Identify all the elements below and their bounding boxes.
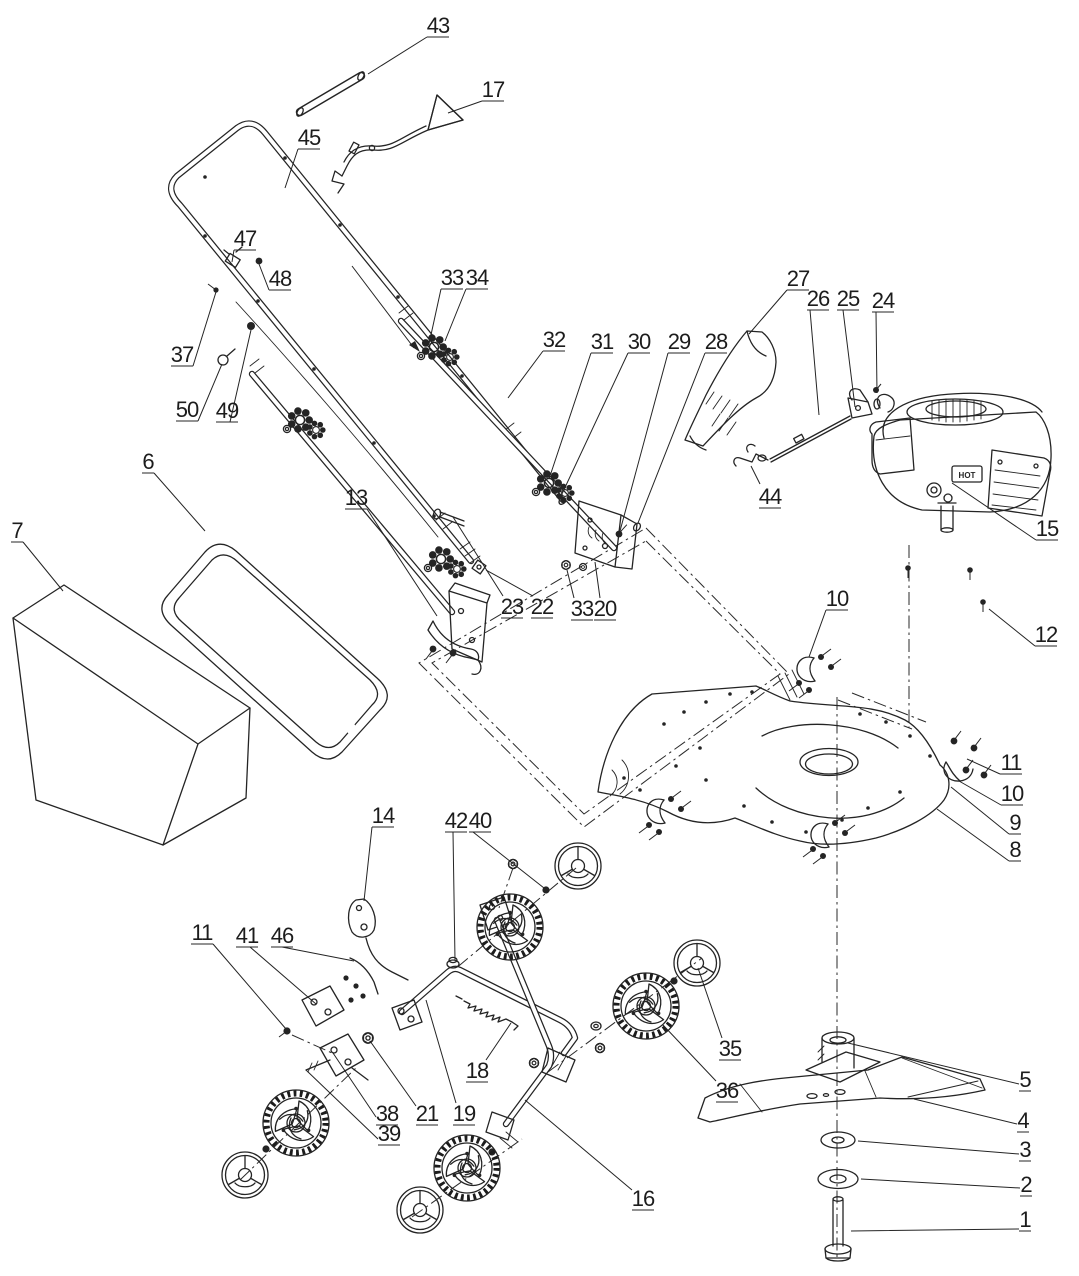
callout-4 <box>914 1099 1029 1133</box>
svg-text:27: 27 <box>786 266 810 291</box>
svg-text:11: 11 <box>1000 750 1022 775</box>
svg-text:50: 50 <box>175 397 199 422</box>
upper-handle <box>171 124 568 563</box>
svg-text:23: 23 <box>500 594 524 619</box>
wheel-front-left <box>263 1090 329 1156</box>
callout-35 <box>698 968 742 1061</box>
svg-text:25: 25 <box>836 286 860 311</box>
svg-text:22: 22 <box>530 594 554 619</box>
svg-text:43: 43 <box>426 13 450 38</box>
callout-1 <box>851 1207 1031 1232</box>
callout-17 <box>448 77 505 113</box>
callout-28 <box>638 329 728 523</box>
svg-text:35: 35 <box>718 1036 742 1061</box>
svg-text:21: 21 <box>415 1101 439 1126</box>
callout-43 <box>368 13 450 74</box>
callout-3 <box>858 1137 1031 1162</box>
svg-text:26: 26 <box>806 286 830 311</box>
brake-cable <box>332 95 463 193</box>
deck-clamp-hardware-right <box>944 731 995 781</box>
svg-text:45: 45 <box>297 125 321 150</box>
bag-frame <box>162 544 387 759</box>
callout-46 <box>271 923 354 961</box>
svg-text:44: 44 <box>758 484 782 509</box>
svg-text:7: 7 <box>11 518 23 543</box>
axle-bolt-rear-right <box>670 977 677 984</box>
svg-text:24: 24 <box>871 288 895 313</box>
callout-38 <box>333 1053 399 1126</box>
callout-26 <box>807 286 830 415</box>
callout-2 <box>861 1172 1032 1197</box>
svg-text:47: 47 <box>233 226 257 251</box>
svg-text:20: 20 <box>593 596 617 621</box>
deck-clamp-bottom <box>803 815 855 864</box>
svg-text:10: 10 <box>1000 781 1024 806</box>
throttle-control <box>734 384 881 466</box>
svg-text:15: 15 <box>1035 516 1059 541</box>
callout-12 <box>989 609 1058 647</box>
axle-bolt-front-left <box>262 1145 269 1152</box>
svg-text:12: 12 <box>1034 622 1058 647</box>
svg-text:8: 8 <box>1009 837 1021 862</box>
front-axle <box>363 957 605 1070</box>
handle-cross-tube <box>295 71 365 118</box>
callout-30 <box>561 329 651 496</box>
hubcap-rear-left <box>555 843 601 889</box>
height-adjust-lever <box>349 899 408 994</box>
svg-text:14: 14 <box>371 803 395 828</box>
callout-49 <box>216 330 251 423</box>
hubcap-front-right <box>397 1187 443 1233</box>
blade-washer-inner <box>821 1132 855 1148</box>
svg-text:46: 46 <box>270 923 294 948</box>
svg-text:5: 5 <box>1019 1067 1031 1092</box>
mower-deck <box>598 649 949 864</box>
callout-48 <box>259 264 292 291</box>
svg-text:41: 41 <box>235 923 259 948</box>
callout-33b <box>567 570 594 621</box>
wheel-front-right <box>434 1135 500 1201</box>
svg-text:39: 39 <box>377 1121 401 1146</box>
callout-32 <box>508 327 566 398</box>
engine-hot-label: HOT <box>958 471 976 480</box>
callout-44 <box>751 466 782 509</box>
cable-end-fitting <box>734 444 768 466</box>
rear-cover <box>685 331 776 450</box>
svg-text:6: 6 <box>142 449 154 474</box>
svg-text:13: 13 <box>344 485 368 510</box>
svg-text:28: 28 <box>704 329 728 354</box>
deck-clamp-top <box>789 649 841 698</box>
blade-bolt <box>825 1197 851 1261</box>
deck-clamp-left <box>639 791 691 840</box>
svg-text:2: 2 <box>1020 1172 1032 1197</box>
svg-text:10: 10 <box>825 586 849 611</box>
callout-29 <box>620 329 691 531</box>
callout-11a <box>967 750 1022 775</box>
wheel-bracket-front-left <box>306 1034 368 1080</box>
callout-10a <box>809 586 849 657</box>
callout-27 <box>749 266 810 334</box>
svg-text:31: 31 <box>590 329 614 354</box>
callout-7 <box>11 518 63 591</box>
callout-40 <box>469 808 544 888</box>
callout-33a <box>429 265 464 344</box>
callout-16 <box>525 1100 655 1211</box>
front-pivot-bracket <box>279 975 366 1037</box>
svg-text:33: 33 <box>440 265 464 290</box>
svg-text:49: 49 <box>215 398 239 423</box>
svg-text:42: 42 <box>444 808 468 833</box>
svg-text:48: 48 <box>268 266 292 291</box>
wheel-rear-right <box>613 973 679 1039</box>
svg-text:11: 11 <box>191 920 213 945</box>
grass-bag <box>13 585 250 845</box>
tension-spring <box>456 996 518 1030</box>
callout-10b <box>959 781 1024 806</box>
svg-text:34: 34 <box>465 265 489 290</box>
svg-text:38: 38 <box>375 1101 399 1126</box>
engine-bolts <box>905 565 986 612</box>
callout-20 <box>594 562 617 621</box>
lower-handle-left <box>236 302 452 612</box>
blade-washer-outer <box>818 1170 858 1189</box>
callout-14 <box>364 803 395 901</box>
handle-hardware <box>208 247 262 365</box>
svg-text:18: 18 <box>465 1058 489 1083</box>
svg-text:32: 32 <box>542 327 566 352</box>
svg-text:17: 17 <box>481 77 505 102</box>
svg-text:40: 40 <box>468 808 492 833</box>
svg-text:16: 16 <box>631 1186 655 1211</box>
callout-6 <box>142 449 205 531</box>
svg-text:33: 33 <box>570 596 594 621</box>
svg-text:3: 3 <box>1019 1137 1031 1162</box>
callout-24 <box>872 288 895 393</box>
rear-axle <box>480 859 575 1155</box>
blade <box>698 1057 985 1122</box>
svg-text:37: 37 <box>170 342 194 367</box>
handle-mount-holes <box>203 156 464 518</box>
hubcap-rear-right <box>674 940 720 986</box>
svg-text:19: 19 <box>452 1101 476 1126</box>
svg-text:29: 29 <box>667 329 691 354</box>
svg-text:9: 9 <box>1009 810 1021 835</box>
svg-text:30: 30 <box>627 329 651 354</box>
svg-text:4: 4 <box>1017 1108 1029 1133</box>
engine <box>870 393 1051 532</box>
callout-42 <box>445 808 468 960</box>
svg-text:1: 1 <box>1019 1207 1031 1232</box>
callout-37 <box>171 292 216 367</box>
svg-text:36: 36 <box>715 1078 739 1103</box>
callout-18 <box>466 1023 511 1083</box>
